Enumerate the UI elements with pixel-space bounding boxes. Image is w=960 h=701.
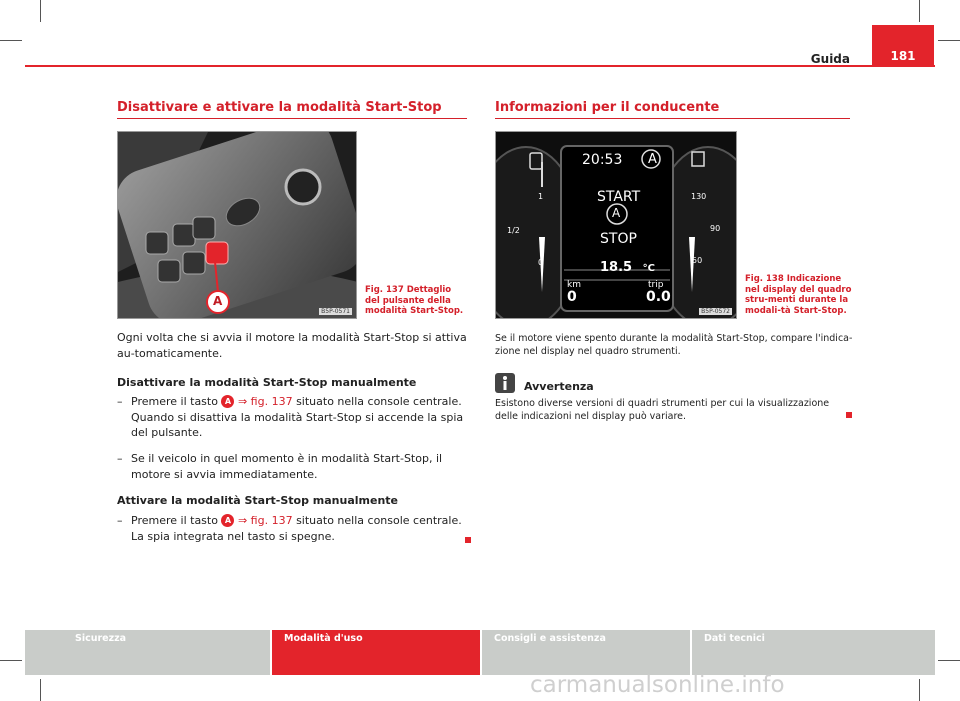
crop-mark	[0, 40, 22, 41]
footer-tab-consigli-assistenza[interactable]: Consigli e assistenza	[482, 630, 690, 675]
console-illustration	[118, 132, 357, 319]
temperature-value: 18.5	[600, 260, 633, 275]
list-item	[117, 513, 469, 544]
info-glyph	[495, 373, 515, 393]
list-item	[117, 394, 469, 441]
display-trip-value: 0.0	[646, 289, 671, 305]
section-title-start-stop: Disattivare e attivare la modalità Start-Stop	[117, 100, 442, 115]
temp-gauge-label: 90	[710, 224, 721, 233]
item-text: Premere il tasto	[131, 395, 218, 408]
footer-tab-dati-tecnici[interactable]: Dati tecnici	[692, 630, 935, 675]
header-section-title: Guida	[810, 52, 850, 66]
display-temperature	[600, 260, 655, 275]
subheading-enable: Attivare la modalità Start-Stop manualmente	[117, 494, 399, 507]
crop-mark	[40, 679, 41, 701]
figure-code: B5P-0572	[701, 308, 730, 315]
crop-mark	[40, 0, 41, 22]
figure-code: B5P-0571	[321, 308, 350, 315]
crop-mark	[938, 660, 960, 661]
figure-reference-link[interactable]: ⇒ fig. 137	[237, 514, 293, 527]
section-end-marker	[465, 537, 471, 543]
figure-label-a: A	[213, 294, 223, 308]
fuel-gauge-label: 0	[538, 258, 544, 267]
footer-tab-sicurezza[interactable]: Sicurezza	[25, 630, 270, 675]
item-text: situato nella console centrale. La spia integrata nel tasto si spegne.	[131, 514, 462, 543]
dash-bullet: –	[117, 395, 123, 408]
note-title: Avvertenza	[524, 380, 594, 393]
subheading-disable: Disattivare la modalità Start-Stop manualmente	[117, 376, 417, 389]
crop-mark	[0, 660, 22, 661]
note-text: Esistono diverse versioni di quadri strumenti per cui la visualizzazione delle indicazioni nel display può variare.	[495, 398, 830, 422]
figure-138	[495, 131, 737, 319]
fuel-gauge-label: 1/2	[507, 226, 520, 235]
temperature-unit: °C	[642, 263, 655, 274]
list-item	[117, 451, 469, 482]
crop-mark	[938, 40, 960, 41]
display-stop: STOP	[600, 231, 637, 247]
display-trip-label: trip	[648, 280, 664, 290]
info-icon	[495, 373, 515, 393]
intro-paragraph: Ogni volta che si avvia il motore la modalità Start-Stop si attiva au-tomaticamente.	[117, 331, 467, 360]
section-rule	[495, 118, 850, 119]
display-km-value: 0	[567, 289, 577, 305]
display-start: START	[597, 189, 641, 205]
intro-paragraph: Se il motore viene spento durante la modalità Start-Stop, compare l'indica-zione nel display nel quadro strumenti.	[495, 333, 853, 357]
display-start-stop-icon: A	[612, 206, 621, 220]
temp-gauge-label: 50	[692, 256, 703, 265]
crop-mark	[919, 679, 920, 701]
item-text: situato nella console centrale. Quando si disattiva la modalità Start-Stop si accende la spia del pulsante.	[131, 395, 464, 439]
dash-bullet: –	[117, 514, 123, 527]
figure-caption-138: Fig. 138 Indicazione nel display del quadro stru-menti durante la modali-tà Start-Stop.	[745, 274, 852, 316]
display-km-label: km	[567, 280, 581, 290]
temp-gauge-label: 130	[691, 192, 707, 201]
figure-caption-137: Fig. 137 Dettaglio del pulsante della modalità Start-Stop.	[365, 285, 464, 316]
section-title-driver-info: Informazioni per il conducente	[495, 100, 720, 115]
watermark: carmanualsonline.info	[530, 672, 785, 698]
header-rule	[25, 65, 935, 67]
item-text: Se il veicolo in quel momento è in modalità Start-Stop, il motore si avvia immediatamente.	[131, 452, 443, 481]
display-auto-icon: A	[648, 152, 657, 167]
key-a-icon: A	[221, 395, 234, 408]
key-a-icon: A	[221, 514, 234, 527]
dash-bullet: –	[117, 452, 123, 465]
figure-reference-link[interactable]: ⇒ fig. 137	[237, 395, 293, 408]
crop-mark	[919, 0, 920, 22]
section-rule	[117, 118, 467, 119]
display-time: 20:53	[582, 152, 623, 168]
figure-137	[117, 131, 357, 319]
footer-tab-modalita-uso[interactable]: Modalità d'uso	[272, 630, 480, 675]
item-text: Premere il tasto	[131, 514, 218, 527]
section-end-marker	[846, 412, 852, 418]
fuel-gauge-label: 1	[538, 192, 544, 201]
page-number: 181	[872, 25, 934, 67]
